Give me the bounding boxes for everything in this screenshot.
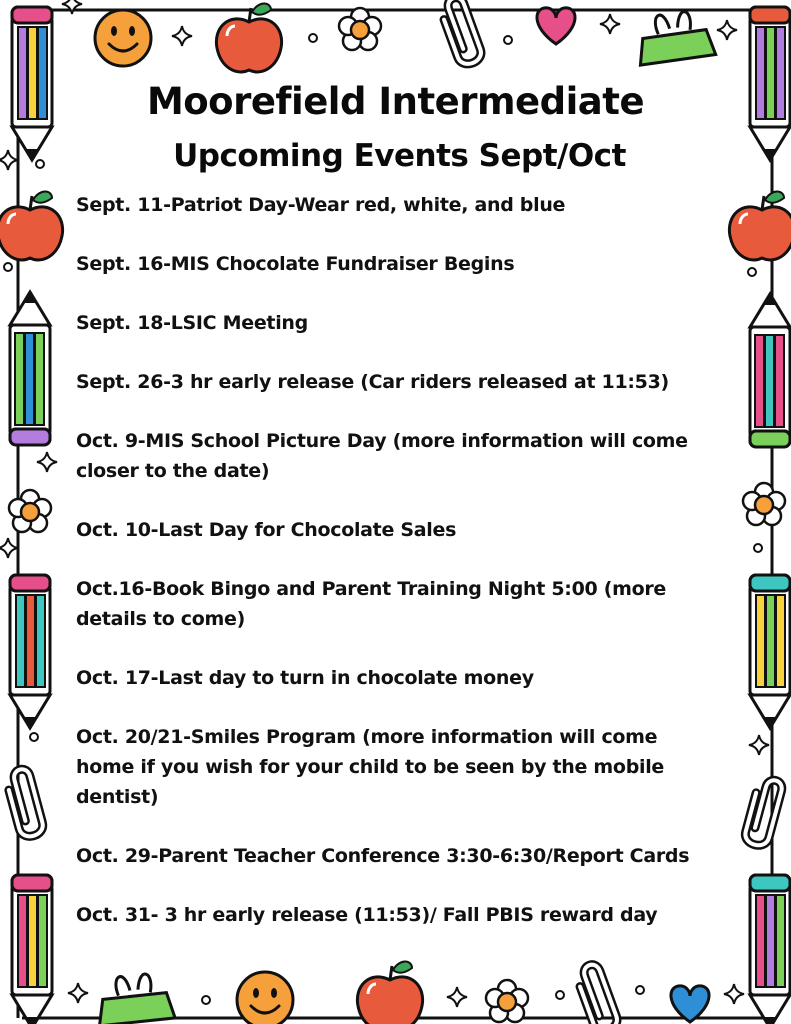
sparkle-icon [447, 987, 467, 1007]
event-item: Sept. 11-Patriot Day-Wear red, white, and blue [76, 194, 566, 216]
pencil-icon [10, 575, 50, 728]
event-item: Oct. 9-MIS School Picture Day (more information will come closer to the date) [76, 430, 688, 482]
heart-icon [537, 8, 575, 44]
sparkle-icon [717, 20, 737, 40]
sparkle-icon [0, 538, 18, 558]
pencil-icon [12, 875, 52, 1024]
apple-icon [216, 4, 281, 72]
event-item: Oct. 20/21-Smiles Program (more information will come home if you wish for your child to be seen by the mobile dentist) [76, 726, 664, 808]
binder-clip-icon [95, 971, 175, 1024]
sparkle-icon [749, 735, 769, 755]
sparkle-icon [62, 0, 82, 14]
pencil-icon [750, 294, 790, 447]
apple-icon [0, 192, 63, 260]
sparkle-icon [68, 983, 88, 1003]
events-list [76, 190, 691, 959]
event-item: Oct. 29-Parent Teacher Conference 3:30-6:30/Report Cards [76, 845, 690, 867]
events-subtitle: Upcoming Events Sept/Oct [173, 138, 626, 174]
event-item: Sept. 18-LSIC Meeting [76, 312, 308, 334]
pencil-icon [750, 575, 790, 728]
flower-icon [339, 8, 381, 50]
paperclip-icon [574, 962, 620, 1024]
sparkle-icon [600, 14, 620, 34]
event-item: Oct.16-Book Bingo and Parent Training Night 5:00 (more details to come) [76, 578, 667, 630]
event-item: Sept. 26-3 hr early release (Car riders released at 11:53) [76, 371, 669, 393]
event-item: Sept. 16-MIS Chocolate Fundraiser Begins [76, 253, 515, 275]
binder-clip-icon [634, 8, 716, 65]
sparkle-icon [37, 452, 57, 472]
apple-icon [729, 192, 791, 260]
sparkle-icon [724, 984, 744, 1004]
paperclip-icon [4, 767, 45, 838]
school-name-title: Moorefield Intermediate [146, 80, 645, 123]
flower-icon [9, 490, 51, 532]
event-item: Oct. 17-Last day to turn in chocolate money [76, 667, 534, 689]
paperclip-icon [743, 776, 784, 847]
event-item: Oct. 10-Last Day for Chocolate Sales [76, 519, 457, 541]
sparkle-icon [172, 26, 192, 46]
flower-icon [743, 483, 785, 525]
pencil-icon [10, 292, 50, 445]
event-item: Oct. 31- 3 hr early release (11:53)/ Fall PBIS reward day [76, 904, 658, 926]
smiley-icon [95, 10, 151, 66]
flower-icon [486, 980, 528, 1022]
smiley-icon [237, 972, 293, 1024]
apple-icon [357, 962, 422, 1024]
pencil-icon [750, 875, 790, 1024]
